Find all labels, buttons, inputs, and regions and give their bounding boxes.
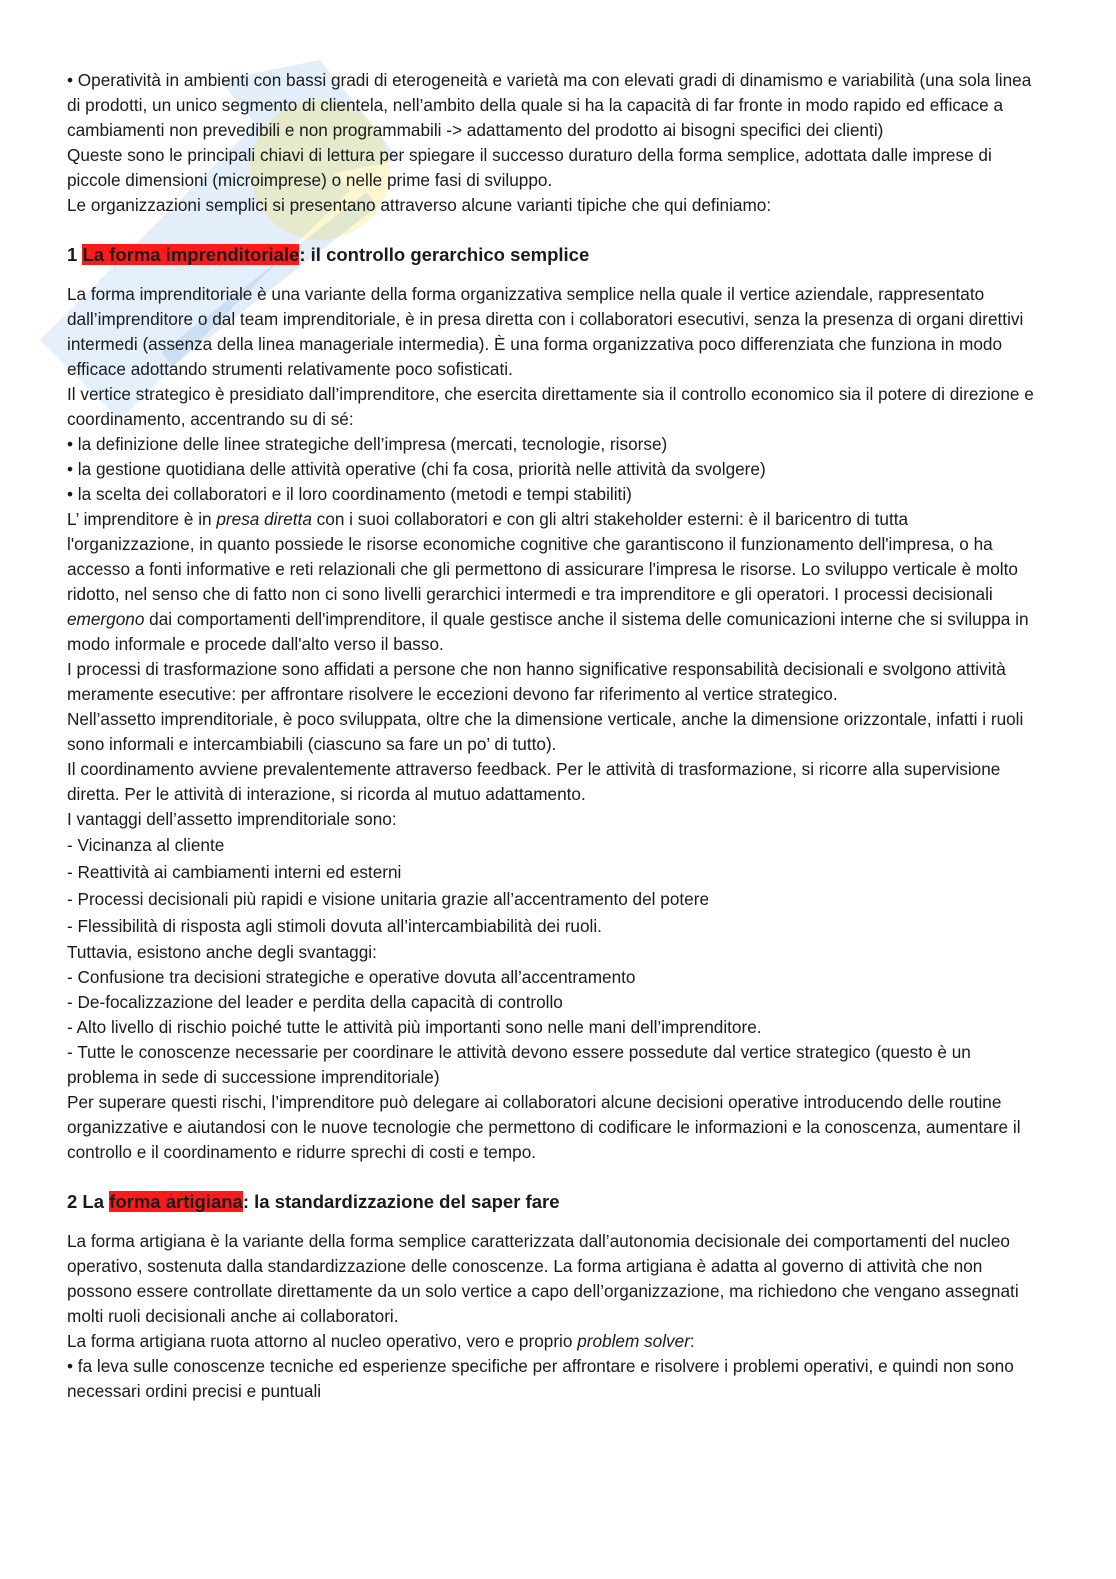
section-1-title-rest: : il controllo gerarchico semplice bbox=[299, 244, 590, 265]
s2-para2-b: : bbox=[689, 1331, 695, 1351]
s1-para7: Per superare questi rischi, l’imprenditore può delegare ai collaboratori alcune decisioni operative introducendo delle routine organizzative e aiutandosi con le nuove tecnologie che permettono di codificare le informazioni e la conoscenza, aumentare il controllo e il coordinamento e ridurre sprechi di costi e tempo. bbox=[67, 1092, 1021, 1162]
vantaggio-item: - Vicinanza al cliente bbox=[67, 835, 225, 855]
section-2-paragraph-1 bbox=[67, 1229, 1038, 1404]
section-2-number: 2 La bbox=[67, 1191, 110, 1212]
s2-para2-a: La forma artigiana ruota attorno al nucleo operativo, vero e proprio bbox=[67, 1331, 578, 1351]
s1-para3-em: presa diretta bbox=[216, 509, 312, 529]
s1-para4: I processi di trasformazione sono affidati a persone che non hanno significative responsabilità decisionali e svolgono attività meramente esecutive: per affrontare risolvere le eccezioni devono far riferimento al vertice strategico. bbox=[67, 659, 1006, 704]
svantaggi-title: Tuttavia, esistono anche degli svantaggi: bbox=[67, 942, 377, 962]
s1-para3-c: dai comportamenti dell'imprenditore, il quale gestisce anche il sistema delle comunicazioni interne che si sviluppa in modo informale e procede dall'alto verso il basso. bbox=[67, 609, 1029, 654]
s1-para6: Il coordinamento avviene prevalentemente attraverso feedback. Per le attività di trasformazione, si ricorre alla supervisione diretta. Per le attività di interazione, si ricorda al mutuo adattamento. bbox=[67, 759, 1001, 804]
section-1-paragraph-2 bbox=[67, 507, 1038, 707]
s1-para3-em2: emergono bbox=[67, 609, 145, 629]
vantaggio-item: - Reattività ai cambiamenti interni ed esterni bbox=[67, 862, 402, 882]
s1-bullet: • la scelta dei collaboratori e il loro coordinamento (metodi e tempi stabiliti) bbox=[67, 484, 632, 504]
svantaggio-item: - Confusione tra decisioni strategiche e operative dovuta all’accentramento bbox=[67, 967, 636, 987]
s2-bullet: • fa leva sulle conoscenze tecniche ed esperienze specifiche per affrontare e risolvere i problemi operativi, e quindi non sono necessari ordini precisi e puntuali bbox=[67, 1356, 1014, 1401]
section-1-paragraph-1 bbox=[67, 282, 1038, 507]
s2-para2-em: problem solver bbox=[577, 1331, 690, 1351]
section-2-heading bbox=[67, 1189, 1038, 1215]
bullet-operativita: • Operatività in ambienti con bassi gradi di eterogeneità e varietà ma con elevati gradi di dinamismo e variabilità (una sola linea di prodotti, un unico segmento di clientela, nell’ambito della quale si ha la capacità di far fronte in modo rapido ed efficace a cambiamenti non prevedibili e non programmabili -> adattamento del prodotto ai bisogni specifici dei clienti) bbox=[67, 70, 1032, 140]
section-1-heading bbox=[67, 242, 1038, 268]
s1-para3-b: con i suoi collaboratori e con gli altri stakeholder esterni: è il baricentro di tutta l'organizzazione, in quanto possiede le risorse economiche cognitive che garantiscono il funzionamento dell'impresa, o ha accesso a fonti informative e reti relazionali che gli permettono di assicurare l'impresa le risorse. Lo sviluppo verticale è molto ridotto, nel senso che di fatto non ci sono livelli gerarchici intermedi e tra imprenditore e gli operatori. I processi decisionali bbox=[67, 509, 1018, 604]
s1-bullet: • la gestione quotidiana delle attività operative (chi fa cosa, priorità nelle attività da svolgere) bbox=[67, 459, 766, 479]
s1-para2: Il vertice strategico è presidiato dall’imprenditore, che esercita direttamente sia il controllo economico sia il potere di direzione e coordinamento, accentrando su di sé: bbox=[67, 384, 1034, 429]
intro-paragraph bbox=[67, 68, 1038, 218]
svantaggio-item: - Alto livello di rischio poiché tutte le attività più importanti sono nelle mani dell’imprenditore. bbox=[67, 1017, 762, 1037]
s1-para1: La forma imprenditoriale è una variante della forma organizzativa semplice nella quale il vertice aziendale, rappresentato dall’imprenditore o dal team imprenditoriale, è in presa diretta con i collaboratori esecutivi, senza la presenza di organi direttivi intermedi (assenza della linea manageriale intermedia). È una forma organizzativa poco differenziata che funziona in modo efficace adottando strumenti relativamente poco sofisticati. bbox=[67, 284, 1024, 379]
section-2-title-rest: : la standardizzazione del saper fare bbox=[242, 1191, 560, 1212]
s1-para5: Nell’assetto imprenditoriale, è poco sviluppata, oltre che la dimensione verticale, anche la dimensione orizzontale, infatti i ruoli sono informali e intercambiabili (ciascuno sa fare un po’ di tutto). bbox=[67, 709, 1024, 754]
section-1-pros-cons bbox=[67, 807, 1038, 1165]
s1-para3-a: L’ imprenditore è in bbox=[67, 509, 217, 529]
section-1-paragraph-3 bbox=[67, 707, 1038, 807]
section-1-highlight: La forma imprenditoriale bbox=[82, 244, 300, 265]
s1-bullet: • la definizione delle linee strategiche dell’impresa (mercati, tecnologie, risorse) bbox=[67, 434, 668, 454]
svantaggio-item: - De-focalizzazione del leader e perdita della capacità di controllo bbox=[67, 992, 563, 1012]
section-1-number: 1 bbox=[67, 244, 83, 265]
vantaggio-item: - Flessibilità di risposta agli stimoli dovuta all’intercambiabilità dei ruoli. bbox=[67, 916, 602, 936]
vantaggio-item: - Processi decisionali più rapidi e visione unitaria grazie all’accentramento del potere bbox=[67, 889, 710, 909]
section-2-highlight: forma artigiana bbox=[109, 1191, 243, 1212]
varianti-text: Le organizzazioni semplici si presentano attraverso alcune varianti tipiche che qui definiamo: bbox=[67, 195, 772, 215]
svantaggio-item: - Tutte le conoscenze necessarie per coordinare le attività devono essere possedute dal vertice strategico (questo è un problema in sede di successione imprenditoriale) bbox=[67, 1042, 971, 1087]
vantaggi-title: I vantaggi dell’assetto imprenditoriale sono: bbox=[67, 809, 397, 829]
s2-para1: La forma artigiana è la variante della forma semplice caratterizzata dall’autonomia decisionale dei comportamenti del nucleo operativo, sostenuta dalla standardizzazione delle conoscenze. La forma artigiana è adatta al governo di attività che non possono essere controllate direttamente da un solo vertice a capo dell’organizzazione, ma richiedono che vengano assegnati molti ruoli decisionali anche ai collaboratori. bbox=[67, 1231, 1019, 1326]
chiavi-lettura: Queste sono le principali chiavi di lettura per spiegare il successo duraturo della forma semplice, adottata dalle imprese di piccole dimensioni (microimprese) o nelle prime fasi di sviluppo. bbox=[67, 145, 992, 190]
